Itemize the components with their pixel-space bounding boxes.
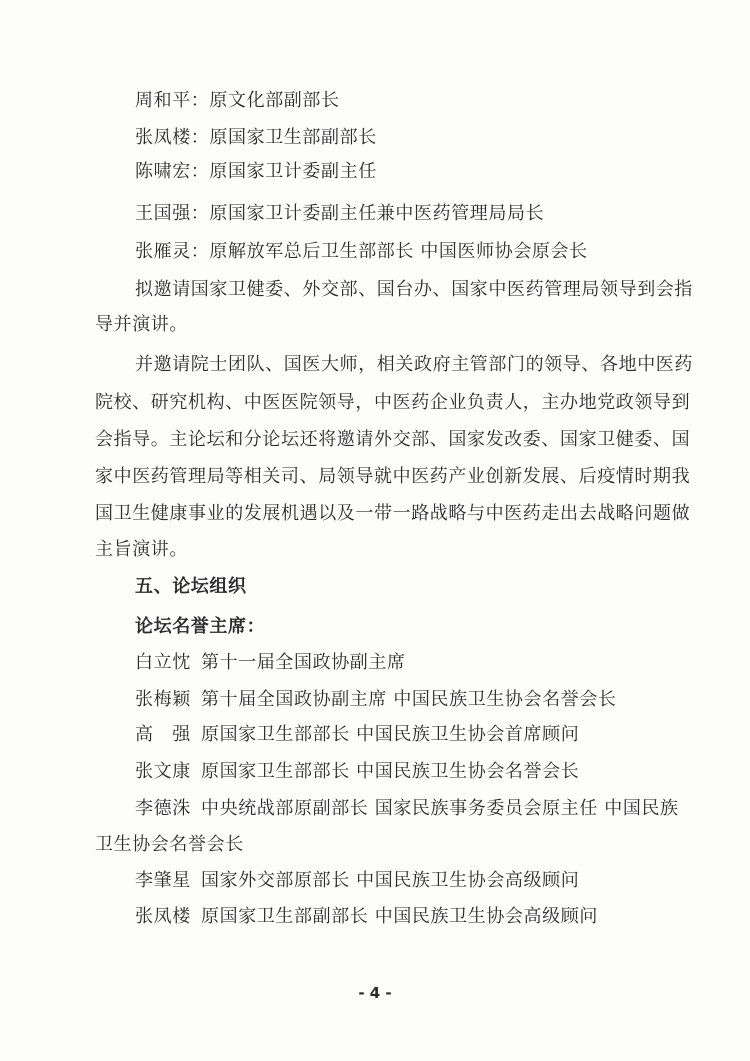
entry-name: 高 强 xyxy=(135,724,191,745)
page-number: - 4 - xyxy=(358,984,392,1002)
entry-title: 原国家卫生部部长 中国民族卫生协会名誉会长 xyxy=(201,761,580,782)
entry-name: 张凤楼 xyxy=(135,906,191,927)
official-line-zhang-fenglou: 张凤楼：原国家卫生部副部长 xyxy=(135,127,377,148)
section-heading: 五、论坛组织 xyxy=(135,576,247,597)
entry-name: 李德洙 xyxy=(135,798,191,819)
honorary-chair-entry xyxy=(135,905,598,929)
entry-name: 白立忱 xyxy=(135,652,191,673)
honorary-chair-entry xyxy=(135,797,679,821)
paragraph-also-line-6: 主旨演讲。 xyxy=(95,539,188,560)
official-line-zhang-yanling: 张雁灵：原解放军总后卫生部部长 中国医师协会原会长 xyxy=(135,241,588,262)
honorary-chair-entry xyxy=(135,688,617,712)
honorary-chair-entry xyxy=(135,723,579,747)
paragraph-also-line-4: 家中医药管理局等相关司、局领导就中医药产业创新发展、后疫情时期我 xyxy=(95,466,691,487)
paragraph-also-line-3: 会指导。主论坛和分论坛还将邀请外交部、国家发改委、国家卫健委、国 xyxy=(95,429,691,450)
entry-title: 原国家卫生部副部长 中国民族卫生协会高级顾问 xyxy=(201,906,598,927)
entry-title: 国家外交部原部长 中国民族卫生协会高级顾问 xyxy=(201,870,580,891)
honorary-chair-heading: 论坛名誉主席： xyxy=(135,616,266,637)
paragraph-also-line-5: 国卫生健康事业的发展机遇以及一带一路战略与中医药走出去战略问题做 xyxy=(95,503,691,524)
entry-name: 张梅颖 xyxy=(135,689,191,710)
honorary-chair-entry xyxy=(135,869,579,893)
entry-title: 第十一届全国政协副主席 xyxy=(201,652,406,673)
entry-title-continuation: 卫生协会名誉会长 xyxy=(95,834,244,855)
paragraph-invite-line-1: 拟邀请国家卫健委、外交部、国台办、国家中医药管理局领导到会指 xyxy=(135,279,693,300)
paragraph-also-line-1: 并邀请院士团队、国医大师，相关政府主管部门的领导、各地中医药 xyxy=(135,354,693,375)
official-line-chen: 陈啸宏：原国家卫计委副主任 xyxy=(135,161,377,182)
paragraph-also-line-2: 院校、研究机构、中医医院领导，中医药企业负责人，主办地党政领导到 xyxy=(95,392,691,413)
entry-title: 第十届全国政协副主席 中国民族卫生协会名誉会长 xyxy=(201,689,617,710)
entry-name: 李肇星 xyxy=(135,870,191,891)
honorary-chair-entry xyxy=(135,651,406,675)
paragraph-invite-line-2: 导并演讲。 xyxy=(95,314,188,335)
official-line-wang: 王国强：原国家卫计委副主任兼中医药管理局局长 xyxy=(135,203,545,224)
entry-title: 原国家卫生部部长 中国民族卫生协会首席顾问 xyxy=(201,724,580,745)
entry-title: 中央统战部原副部长 国家民族事务委员会原主任 中国民族 xyxy=(201,798,679,819)
official-line-zhou: 周和平：原文化部副部长 xyxy=(135,90,340,111)
entry-name: 张文康 xyxy=(135,761,191,782)
honorary-chair-entry xyxy=(135,760,579,784)
